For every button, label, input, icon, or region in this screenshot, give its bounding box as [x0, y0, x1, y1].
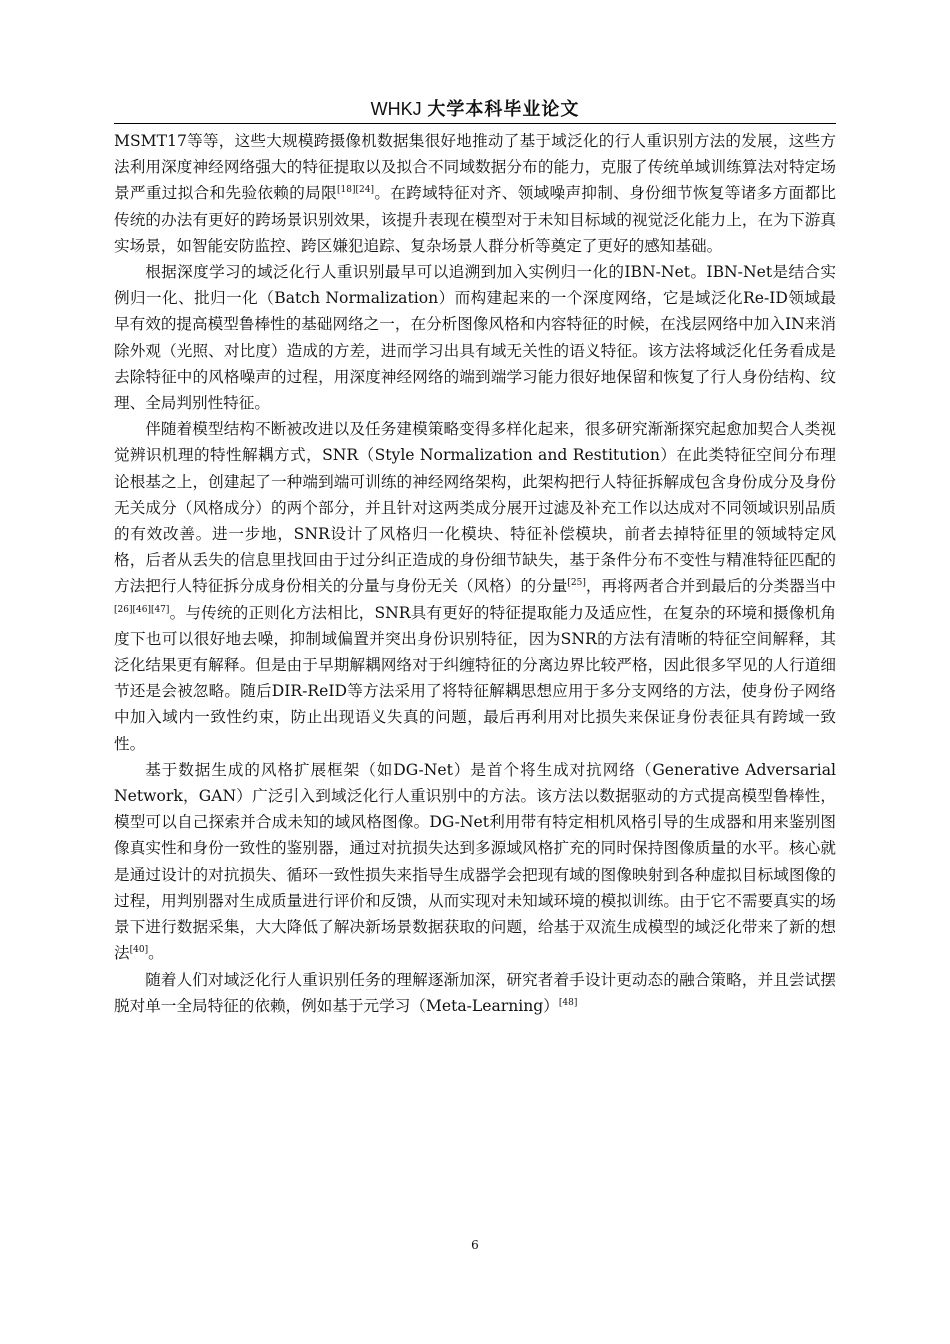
citation: [25]	[567, 578, 586, 589]
paragraph-text: 。与传统的正则化方法相比，SNR具有更好的特征提取能力及适应性，在复杂的环境和摄像机角度下也可以很好地去噪，抑制域偏置并突出身份识别特征，因为SNR的方法有清晰的特征空间解释，其泛化结果更有解释。但是由于早期解耦网络对于纠缠特征的分离边界比较严格，因此很多罕见的人行道细节还是会被忽略。随后DIR-ReID等方法采用了将特征解耦思想应用于多分支网络的方法，使身份子网络中加入域内一致性约束，防止出现语义失真的问题，最后再利用对比损失来保证身份表征具有跨域一致性。	[114, 603, 836, 753]
page-header	[114, 96, 836, 124]
citation: [18][24]	[337, 185, 374, 196]
paragraph	[114, 416, 836, 757]
paragraph-text: 随着人们对域泛化行人重识别任务的理解逐渐加深，研究者着手设计更动态的融合策略，并且尝试摆脱对单一全局特征的依赖，例如基于元学习（Meta-Learning）	[114, 970, 836, 1015]
citation: [48]	[558, 997, 578, 1008]
paragraph-text: 。在跨域特征对齐、领域噪声抑制、身份细节恢复等诸多方面都比传统的办法有更好的跨场景识别效果，该提升表现在模型对于未知目标域的视觉泛化能力上，在为下游真实场景，如智能安防监控、跨区嫌犯追踪、复杂场景人群分析等奠定了更好的感知基础。	[114, 184, 836, 255]
citation: [26][46][47]	[114, 604, 170, 615]
paragraph-text: 根据深度学习的域泛化行人重识别最早可以追溯到加入实例归一化的IBN-Net。IBN-Net是结合实例归一化、批归一化（Batch Normalization）而构建起来的一个深度网络，它是域泛化Re-ID领域最早有效的提高模型鲁棒性的基础网络之一，在分析图像风格和内容特征的时候，在浅层网络中加入IN来消除外观（光照、对比度）造成的方差，进而学习出具有域无关性的语义特征。该方法将域泛化任务看成是去除特征中的风格噪声的过程，用深度神经网络的端到端学习能力很好地保留和恢复了行人身份结构、纹理、全局判别性特征。	[114, 263, 836, 413]
paragraph-text: 基于数据生成的风格扩展框架（如DG-Net）是首个将生成对抗网络（Generative Adversarial Network，GAN）广泛引入到域泛化行人重识别中的方法。该方法以数据驱动的方式提高模型鲁棒性，模型可以自己探索并合成未知的域风格图像。DG-Net利用带有特定相机风格引导的生成器和用来鉴别图像真实性和身份一致性的鉴别器，通过对抗损失达到多源域风格扩充的同时保持图像质量的水平。核心就是通过设计的对抗损失、循环一致性损失来指导生成器学会把现有域的图像映射到各种虚拟目标域图像的过程，用判别器对生成质量进行评价和反馈，从而实现对未知域环境的模拟训练。由于它不需要真实的场景下进行数据采集，大大降低了解决新场景数据获取的问题，给基于双流生成模型的域泛化带来了新的想法	[114, 760, 836, 963]
paragraph-text: MSMT17等等，这些大规模跨摄像机数据集很好地推动了基于域泛化的行人重识别方法的发展，这些方法利用深度神经网络强大的特征提取以及拟合不同域数据分布的能力，克服了传统单域训练算法对特定场景严重过拟合和先验依赖的局限	[114, 132, 836, 203]
header-title: 大学本科毕业论文	[427, 99, 580, 120]
body-text	[114, 128, 836, 1019]
paragraph	[114, 967, 836, 1019]
page-number: 6	[471, 1238, 479, 1252]
citation: [40]	[129, 945, 149, 956]
paragraph-text: 伴随着模型结构不断被改进以及任务建模策略变得多样化起来，很多研究渐渐探究起愈加契合人类视觉辨识机理的特性解耦方式，SNR（Style Normalization and Restitution）在此类特征空间分布理论根基之上，创建起了一种端到端可训练的神经网络架构，此架构把行人特征拆解成包含身份成分及身份无关成分（风格成分）的两个部分，并且针对这两类成分展开过滤及补充工作以达成对不同领域识别品质的有效改善。进一步地，SNR设计了风格归一化模块、特征补偿模块，前者去掉特征里的领域特定风格，后者从丢失的信息里找回由于过分纠正造成的身份细节缺失，基于条件分布不变性与精准特征匹配的方法把行人特征拆分成身份相关的分量与身份无关（风格）的分量	[114, 420, 836, 596]
paragraph	[114, 128, 836, 259]
header-school: WHKJ	[370, 99, 422, 119]
paragraph	[114, 757, 836, 967]
paragraph-text: ，再将两者合并到最后的分类器当中	[585, 577, 836, 596]
paragraph-text: 。	[148, 944, 164, 963]
paragraph	[114, 259, 836, 416]
